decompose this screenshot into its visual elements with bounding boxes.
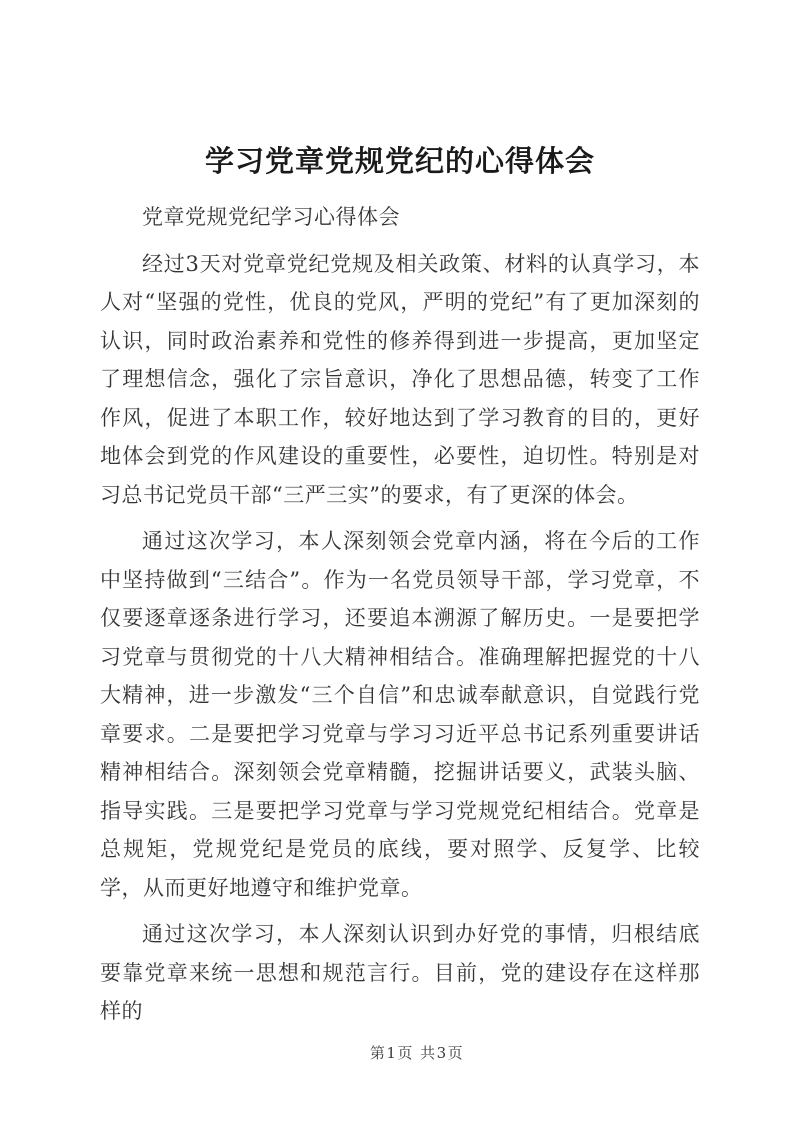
paragraph: 通过这次学习，本人深刻认识到办好党的事情，归根结底要靠党章来统一思想和规范言行。目前，党的建设存在这样那样的 [100, 922, 700, 1023]
paragraph: 经过3天对党章党纪党规及相关政策、材料的认真学习，本人对“坚强的党性，优良的党风，严明的党纪”有了更加深刻的认识，同时政治素养和党性的修养得到进一步提高，更加坚定了理想信念，强化了宗旨意识，净化了思想品德，转变了工作作风，促进了本职工作，较好地达到了学习教育的目的，更好地体会到党的作风建设的重要性，必要性，迫切性。特别是对习总书记党员干部“三严三实”的要求，有了更深的体会。 [100, 251, 700, 507]
paragraph-subtitle: 党章党规党纪学习心得体会 [142, 205, 400, 229]
document-title: 学习党章党规党纪的心得体会 [204, 144, 595, 178]
page-number: 第1页 共3页 [369, 1044, 465, 1062]
paragraph: 通过这次学习，本人深刻领会党章内涵，将在今后的工作中坚持做到“三结合”。作为一名党员领导干部，学习党章，不仅要逐章逐条进行学习，还要追本溯源了解历史。一是要把学习党章与贯彻党的十八大精神相结合。准确理解把握党的十八大精神，进一步激发“三个自信”和忠诚奉献意识，自觉践行党章要求。二是要把学习党章与学习习近平总书记系列重要讲话精神相结合。深刻领会党章精髓，挖掘讲话要义，武装头脑、指导实践。三是要把学习党章与学习党规党纪相结合。党章是总规矩，党规党纪是党员的底线，要对照学、反复学、比较学，从而更好地遵守和维护党章。 [100, 529, 700, 900]
page-footer [0, 1042, 800, 1063]
document-content [100, 140, 700, 1039]
